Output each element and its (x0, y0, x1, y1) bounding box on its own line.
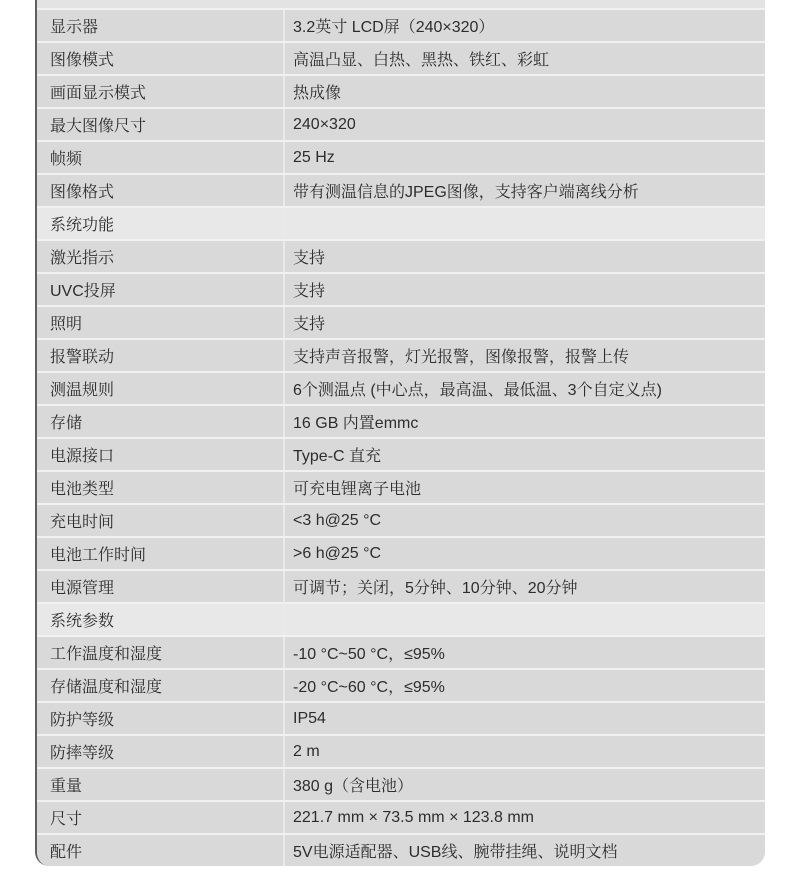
table-row (37, 305, 765, 338)
table-row (37, 74, 765, 107)
table-row (37, 41, 765, 74)
spec-label: 照明 (37, 307, 285, 338)
spec-value: 支持 (293, 316, 326, 333)
spec-label: 电池类型 (37, 472, 285, 503)
table-row (37, 668, 765, 701)
spec-value: <3 h@25 °C (293, 511, 382, 529)
spec-label: 最大图像尺寸 (37, 109, 285, 140)
spec-label: 画面显示模式 (37, 76, 285, 107)
table-row (37, 569, 765, 602)
spec-label: 图像模式 (37, 43, 285, 74)
spec-value: 热成像 (293, 85, 342, 102)
spec-value: 2 m (293, 742, 320, 760)
spec-value: IP54 (293, 709, 326, 727)
spec-value: 25 Hz (293, 148, 335, 166)
table-row (37, 140, 765, 173)
table-row (37, 635, 765, 668)
spec-label: 电源管理 (37, 571, 285, 602)
spec-label: 电源接口 (37, 439, 285, 470)
spec-value: -20 °C~60 °C，≤95% (293, 679, 445, 696)
spec-label: 系统功能 (37, 208, 285, 239)
table-row (37, 833, 765, 866)
spec-label: 图像格式 (37, 175, 285, 206)
spec-value (285, 208, 765, 239)
spec-label: 帧频 (37, 142, 285, 173)
spec-label: 显示器 (37, 10, 285, 41)
table-row (37, 536, 765, 569)
spec-value: 可充电锂离子电池 (293, 481, 422, 498)
spec-rows (37, 8, 765, 866)
spec-value: 3.2英寸 LCD屏（240×320） (293, 19, 495, 36)
spec-label: UVC投屏 (37, 274, 285, 305)
spec-value: 高温凸显、白热、黑热、铁红、彩虹 (293, 52, 550, 69)
spec-value: 221.7 mm × 73.5 mm × 123.8 mm (293, 808, 534, 826)
spec-value: 6个测温点 (中心点，最高温、最低温、3个自定义点) (293, 382, 662, 399)
spec-value: 240×320 (293, 115, 356, 133)
spec-value: 5V电源适配器、USB线、腕带挂绳、说明文档 (293, 844, 618, 861)
spec-label: 重量 (37, 769, 285, 800)
spec-label: 报警联动 (37, 340, 285, 371)
table-row (37, 767, 765, 800)
spec-value: 可调节；关闭，5分钟、10分钟、20分钟 (293, 580, 578, 597)
spec-label: 尺寸 (37, 802, 285, 833)
table-row (37, 470, 765, 503)
spec-value: 带有测温信息的JPEG图像，支持客户端离线分析 (293, 184, 639, 201)
spec-value: 支持 (293, 283, 326, 300)
table-row (37, 371, 765, 404)
spec-value: 支持声音报警，灯光报警，图像报警，报警上传 (293, 349, 630, 366)
spec-value: 380 g（含电池） (293, 778, 414, 795)
spec-label: 系统参数 (37, 604, 285, 635)
table-section-row (37, 206, 765, 239)
spec-label: 存储温度和湿度 (37, 670, 285, 701)
spec-label: 测温规则 (37, 373, 285, 404)
spec-value: -10 °C~50 °C，≤95% (293, 646, 445, 663)
table-row (37, 437, 765, 470)
spec-value: 支持 (293, 250, 326, 267)
spec-label: 防护等级 (37, 703, 285, 734)
table-row (37, 404, 765, 437)
table-row-cutoff (37, 0, 765, 8)
spec-value: 16 GB 内置emmc (293, 415, 419, 432)
table-section-row (37, 602, 765, 635)
spec-label: 存储 (37, 406, 285, 437)
spec-value: Type-C 直充 (293, 448, 382, 465)
spec-label: 防摔等级 (37, 736, 285, 767)
table-row (37, 338, 765, 371)
table-row (37, 107, 765, 140)
table-row (37, 503, 765, 536)
spec-value (285, 604, 765, 635)
spec-label: 工作温度和湿度 (37, 637, 285, 668)
spec-value: >6 h@25 °C (293, 544, 382, 562)
spec-label: 电池工作时间 (37, 538, 285, 569)
spec-label: 配件 (37, 835, 285, 866)
table-row (37, 701, 765, 734)
table-row (37, 800, 765, 833)
table-row (37, 239, 765, 272)
spec-label: 充电时间 (37, 505, 285, 536)
table-row (37, 734, 765, 767)
table-row (37, 8, 765, 41)
table-row (37, 173, 765, 206)
spec-table (35, 0, 765, 866)
spec-label: 激光指示 (37, 241, 285, 272)
table-row (37, 272, 765, 305)
